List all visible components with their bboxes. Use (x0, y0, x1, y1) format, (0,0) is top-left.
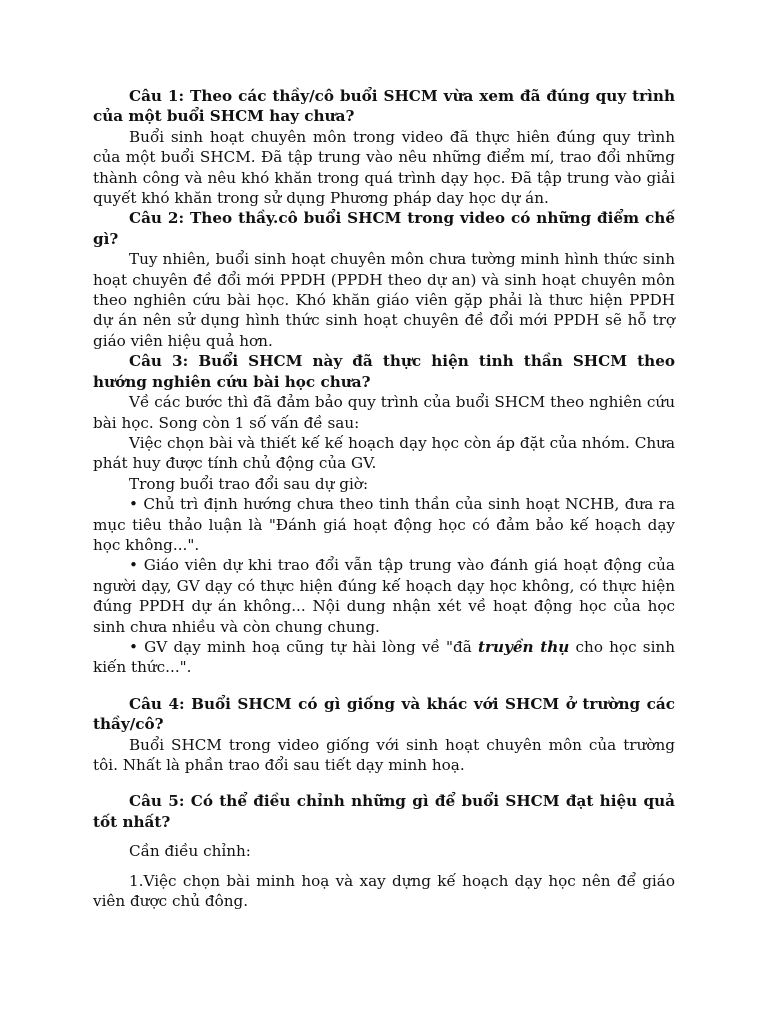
answer-3-bullet-2: • Giáo viên dự khi trao đổi vẫn tập trung vào đánh giá hoạt động của người dạy, GV dạy có thực hiện đúng kế hoạch dạy học không, có thực hiện đúng PPDH dự án không... Nội dung nhận xét về hoạt động học của học sinh chưa nhiều và còn chung chung. (93, 556, 675, 636)
question-3: Câu 3: Buổi SHCM này đã thực hiện tinh thần SHCM theo hướng nghiên cứu bài học chưa? (93, 352, 675, 391)
answer-3-bullet-1: • Chủ trì định hướng chưa theo tinh thần của sinh hoạt NCHB, đưa ra mục tiêu thảo luận là "Đánh giá hoạt động học có đảm bảo kế hoạch dạy học không...". (93, 495, 675, 554)
bullet-3-emphasis: truyền thụ (477, 637, 570, 656)
answer-5-item-1: 1.Việc chọn bài minh hoạ và xay dựng kế hoạch dạy học nên để giáo viên được chủ đông. (93, 871, 675, 911)
bullet-3-text-before: • GV dạy minh hoạ cũng tự hài lòng về "đã (129, 637, 478, 656)
question-5: Câu 5: Có thể điều chỉnh những gì để buổi SHCM đạt hiệu quả tốt nhất? (93, 792, 675, 831)
answer-5-lead: Cần điều chỉnh: (129, 842, 251, 861)
bullet-3-text-after: cho học sinh kiến thức...". (93, 637, 675, 677)
answer-3-bullet-3 (93, 637, 675, 678)
question-4: Câu 4: Buổi SHCM có gì giống và khác với SHCM ở trường các thầy/cô? (93, 694, 675, 734)
answer-3-intro: Về các bước thì đã đảm bảo quy trình của buổi SHCM theo nghiên cứu bài học. Song còn 1 số vấn đề sau: (93, 393, 675, 432)
answer-3-choice: Việc chọn bài và thiết kế kế hoạch dạy học còn áp đặt của nhóm. Chưa phát huy được tính chủ động của GV. (93, 433, 675, 473)
document-page (93, 86, 675, 911)
answer-3-lead: Trong buổi trao đổi sau dự giờ: (129, 474, 369, 493)
answer-4: Buổi SHCM trong video giống với sinh hoạt chuyên môn của trường tôi. Nhất là phần trao đổi sau tiết dạy minh hoạ. (93, 735, 675, 774)
question-2: Câu 2: Theo thầy.cô buổi SHCM trong video có những điểm chế gì? (93, 209, 675, 248)
question-1: Câu 1: Theo các thầy/cô buổi SHCM vừa xem đã đúng quy trình của một buổi SHCM hay chưa? (93, 87, 675, 126)
answer-1: Buổi sinh hoạt chuyên môn trong video đã thực hiên đúng quy trình của một buổi SHCM. Đã tập trung vào nêu những điểm mí, trao đổi những thành công và nêu khó khăn trong quá trình dạy học. Đã tập trung vào giải quyết khó khăn trong sử dụng Phương pháp day học dự án. (93, 127, 675, 208)
answer-2: Tuy nhiên, buổi sinh hoạt chuyên môn chưa tường minh hình thức sinh hoạt chuyên đề đổi mới PPDH (PPDH theo dự an) và sinh hoạt chuyên môn theo nghiên cứu bài học. Khó khăn giáo viên gặp phải là thưc hiện PPDH dự án nên sử dụng hình thức sinh hoạt chuyên đề đổi mới PPDH sẽ hỗ trợ giáo viên hiệu quả hơn. (93, 250, 675, 350)
